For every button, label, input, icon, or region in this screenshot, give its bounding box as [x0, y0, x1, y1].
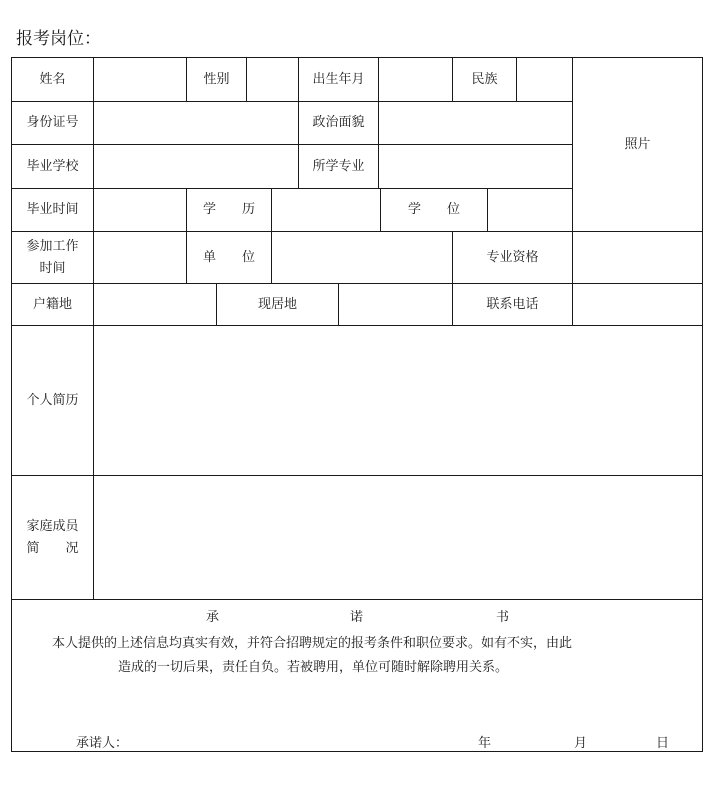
resume-field[interactable] — [93, 325, 703, 476]
qualification-field[interactable] — [572, 231, 703, 284]
pledge-title-char-1: 承 — [206, 610, 220, 625]
phone-label: 联系电话 — [452, 283, 573, 326]
name-field[interactable] — [93, 57, 187, 102]
household-label: 户籍地 — [11, 283, 94, 326]
resume-label: 个人简历 — [11, 325, 94, 476]
school-label: 毕业学校 — [11, 144, 94, 189]
education-field[interactable] — [271, 188, 381, 232]
id-number-field[interactable] — [93, 101, 299, 145]
date-year-label: 年 — [478, 736, 492, 751]
grad-time-field[interactable] — [93, 188, 187, 232]
gender-field[interactable] — [246, 57, 299, 102]
gender-label: 性别 — [186, 57, 247, 102]
education-label: 学 历 — [186, 188, 272, 232]
qualification-label: 专业资格 — [452, 231, 573, 284]
pledge-title-char-2: 诺 — [350, 610, 364, 625]
grad-time-label: 毕业时间 — [11, 188, 94, 232]
pledge-title-char-3: 书 — [496, 610, 510, 625]
degree-field[interactable] — [487, 188, 573, 232]
degree-label: 学 位 — [380, 188, 488, 232]
residence-label: 现居地 — [216, 283, 339, 326]
employer-label: 单 位 — [186, 231, 272, 284]
work-time-field[interactable] — [93, 231, 187, 284]
date-day-label: 日 — [656, 736, 670, 751]
family-label: 家庭成员 简 况 — [11, 475, 94, 600]
name-label: 姓名 — [11, 57, 94, 102]
ethnicity-label: 民族 — [452, 57, 517, 102]
pledge-text-line-2: 造成的一切后果，责任自负。若被聘用，单位可随时解除聘用关系。 — [118, 660, 509, 675]
school-field[interactable] — [93, 144, 299, 189]
birth-label: 出生年月 — [298, 57, 379, 102]
major-field[interactable] — [378, 144, 573, 189]
pledge-text-line-1: 本人提供的上述信息均真实有效，并符合招聘规定的报考条件和职位要求。如有不实，由此 — [52, 636, 573, 651]
work-time-label: 参加工作 时间 — [11, 231, 94, 284]
political-field[interactable] — [378, 101, 573, 145]
id-number-label: 身份证号 — [11, 101, 94, 145]
employer-field[interactable] — [271, 231, 453, 284]
household-field[interactable] — [93, 283, 217, 326]
phone-field[interactable] — [572, 283, 703, 326]
page-title: 报考岗位： — [16, 29, 101, 49]
signer-label: 承诺人： — [76, 736, 129, 751]
date-month-label: 月 — [574, 736, 588, 751]
family-field[interactable] — [93, 475, 703, 600]
residence-field[interactable] — [338, 283, 453, 326]
photo-box[interactable]: 照片 — [572, 57, 703, 232]
political-label: 政治面貌 — [298, 101, 379, 145]
ethnicity-field[interactable] — [516, 57, 573, 102]
birth-field[interactable] — [378, 57, 453, 102]
major-label: 所学专业 — [298, 144, 379, 189]
